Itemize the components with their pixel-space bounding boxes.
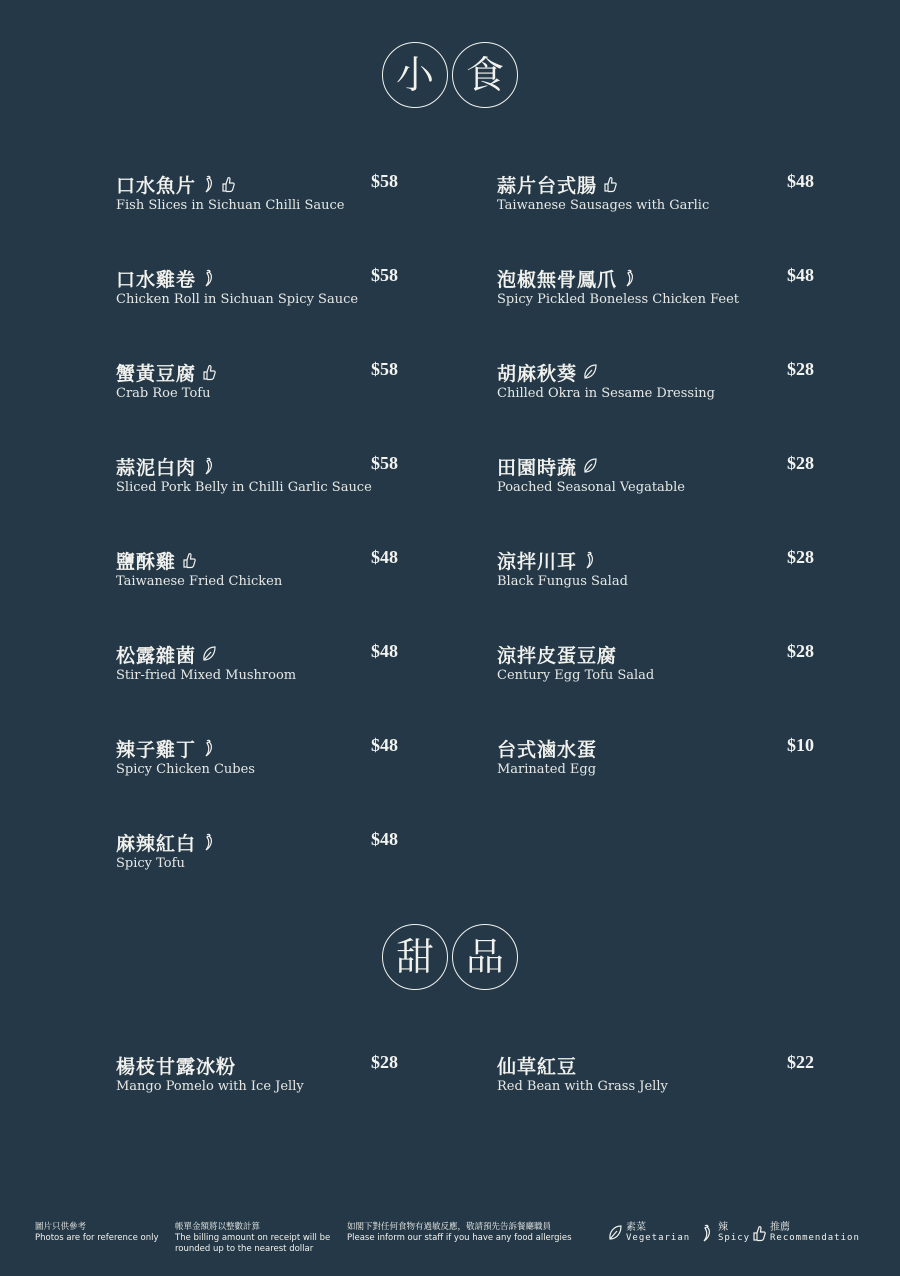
chilli-icon xyxy=(201,175,217,193)
footer-note-billing xyxy=(175,1222,330,1255)
menu-item-name-en: Spicy Tofu xyxy=(116,856,185,871)
menu-item-name-row xyxy=(116,359,406,385)
menu-item-name-en: Century Egg Tofu Salad xyxy=(497,668,655,683)
menu-item-name-zh: 涼拌皮蛋豆腐 xyxy=(497,644,618,667)
menu-item-name-en: Black Fungus Salad xyxy=(497,574,628,589)
menu-item-name-zh: 田園時蔬 xyxy=(497,456,578,479)
snacks-section-title xyxy=(0,42,900,108)
menu-item-price: $22 xyxy=(787,1052,814,1072)
menu-item-name-zh: 辣子雞丁 xyxy=(116,738,197,761)
menu-item xyxy=(497,453,814,503)
menu-item-name-en: Fish Slices in Sichuan Chilli Sauce xyxy=(116,198,345,213)
menu-item xyxy=(497,641,814,691)
menu-item xyxy=(116,1052,406,1102)
menu-item-price: $28 xyxy=(787,359,814,379)
menu-item-name-en: Taiwanese Fried Chicken xyxy=(116,574,283,589)
menu-item-name-zh: 口水雞卷 xyxy=(116,268,197,291)
menu-item xyxy=(116,547,406,597)
menu-item-name-en: Marinated Egg xyxy=(497,762,597,777)
menu-item-icons xyxy=(201,269,217,287)
chilli-icon xyxy=(201,833,217,851)
menu-item-name-row xyxy=(497,1052,787,1078)
menu-item-name-en: Spicy Chicken Cubes xyxy=(116,762,255,777)
chilli-icon xyxy=(699,1224,715,1242)
menu-item-name-zh: 胡麻秋葵 xyxy=(497,362,578,385)
legend-recommend-en: Recommendation xyxy=(770,1233,860,1243)
snacks-title-char-2: 食 xyxy=(452,42,518,108)
menu-item-name-row xyxy=(116,829,406,855)
menu-item-price: $48 xyxy=(371,829,398,849)
footer-note-allergy-zh: 如閣下對任何食物有過敏反應，敬請預先告訴餐廳職員 xyxy=(347,1222,552,1232)
menu-item-price: $48 xyxy=(371,735,398,755)
menu-item xyxy=(497,547,814,597)
menu-item-name-row xyxy=(497,453,787,479)
menu-item-name-row xyxy=(497,735,787,761)
menu-item xyxy=(116,641,406,691)
menu-item xyxy=(497,735,814,785)
menu-item-name-en: Taiwanese Sausages with Garlic xyxy=(497,198,710,213)
footer-note-billing-en-2: rounded up to the nearest dollar xyxy=(175,1244,314,1254)
chilli-icon xyxy=(201,269,217,287)
menu-item xyxy=(116,829,406,879)
menu-item xyxy=(497,359,814,409)
menu-item-name-row xyxy=(116,547,406,573)
menu-item-price: $48 xyxy=(787,265,814,285)
menu-item-price: $28 xyxy=(787,453,814,473)
snacks-left-column xyxy=(116,171,406,891)
menu-item xyxy=(497,1052,814,1102)
menu-item-name-en: Spicy Pickled Boneless Chicken Feet xyxy=(497,292,740,307)
menu-item-price: $48 xyxy=(787,171,814,191)
snacks-title-char-1: 小 xyxy=(382,42,448,108)
menu-item-name-zh: 泡椒無骨鳳爪 xyxy=(497,268,618,291)
chilli-icon xyxy=(201,739,217,757)
desserts-title-char-1: 甜 xyxy=(382,924,448,990)
menu-item-icons xyxy=(201,363,217,381)
legend-spicy xyxy=(699,1222,750,1244)
desserts-section-title xyxy=(0,924,900,990)
thumbs-up-icon xyxy=(201,363,217,381)
footer-note-allergy xyxy=(347,1222,572,1244)
menu-item-price: $58 xyxy=(371,171,398,191)
menu-item-name-zh: 蒜泥白肉 xyxy=(116,456,197,479)
menu-item-icons xyxy=(201,457,217,475)
menu-item-icons xyxy=(582,363,598,381)
menu-item-icons xyxy=(201,739,217,757)
menu-item-name-en: Stir-fried Mixed Mushroom xyxy=(116,668,297,683)
menu-item-name-en: Sliced Pork Belly in Chilli Garlic Sauce xyxy=(116,480,372,495)
menu-item-name-row xyxy=(497,359,787,385)
menu-item-name-row xyxy=(116,641,406,667)
menu-item-price: $58 xyxy=(371,359,398,379)
menu-item-price: $28 xyxy=(787,547,814,567)
vegetarian-icon xyxy=(607,1224,623,1242)
menu-item-name-row xyxy=(116,171,406,197)
footer-note-allergy-en: Please inform our staff if you have any food allergies xyxy=(347,1233,572,1243)
thumbs-up-icon xyxy=(751,1224,767,1242)
chilli-icon xyxy=(622,269,638,287)
footer-note-billing-zh: 帳單金額將以整數計算 xyxy=(175,1222,261,1232)
menu-item-icons xyxy=(201,645,217,663)
menu-item-icons xyxy=(582,551,598,569)
menu-item-name-en: Poached Seasonal Vegatable xyxy=(497,480,685,495)
menu-item-name-row xyxy=(497,641,787,667)
menu-item xyxy=(497,171,814,221)
menu-item-name-en: Crab Roe Tofu xyxy=(116,386,211,401)
menu-item-name-row xyxy=(116,453,406,479)
leaf-icon xyxy=(201,645,217,663)
menu-item-price: $28 xyxy=(371,1052,398,1072)
desserts-right-column xyxy=(497,1052,814,1102)
menu-item-name-zh: 松露雜菌 xyxy=(116,644,197,667)
menu-item-price: $48 xyxy=(371,641,398,661)
menu-item-name-en: Mango Pomelo with Ice Jelly xyxy=(116,1079,304,1094)
menu-item-name-row xyxy=(116,735,406,761)
menu-item-price: $10 xyxy=(787,735,814,755)
menu-item-icons xyxy=(201,175,236,193)
menu-item-name-zh: 口水魚片 xyxy=(116,174,197,197)
legend-spicy-zh: 辣 xyxy=(718,1222,728,1233)
footer xyxy=(35,1222,875,1262)
footer-note-photos-en: Photos are for reference only xyxy=(35,1233,159,1243)
legend-vegetarian-en: Vegetarian xyxy=(626,1233,691,1243)
thumbs-up-icon xyxy=(602,175,618,193)
menu-item-price: $48 xyxy=(371,547,398,567)
menu-item-name-zh: 蒜片台式腸 xyxy=(497,174,598,197)
footer-note-photos-zh: 圖片只供參考 xyxy=(35,1222,87,1232)
menu-item-price: $58 xyxy=(371,453,398,473)
menu-item-price: $58 xyxy=(371,265,398,285)
menu-item-name-row xyxy=(497,547,787,573)
menu-item-name-zh: 蟹黃豆腐 xyxy=(116,362,197,385)
desserts-title-char-2: 品 xyxy=(452,924,518,990)
menu-item xyxy=(116,453,406,503)
menu-item-name-zh: 鹽酥雞 xyxy=(116,550,177,573)
menu-item xyxy=(116,265,406,315)
menu-item xyxy=(116,735,406,785)
legend-spicy-en: Spicy xyxy=(718,1233,751,1243)
legend-recommend-zh: 推薦 xyxy=(770,1222,790,1233)
menu-item-name-zh: 涼拌川耳 xyxy=(497,550,578,573)
menu-item-icons xyxy=(602,175,618,193)
menu-item-name-zh: 楊枝甘露冰粉 xyxy=(116,1055,237,1078)
menu-item-name-row xyxy=(497,171,787,197)
menu-item xyxy=(116,359,406,409)
menu-item-name-zh: 麻辣紅白 xyxy=(116,832,197,855)
thumbs-up-icon xyxy=(220,175,236,193)
menu-item-name-row xyxy=(116,265,406,291)
thumbs-up-icon xyxy=(181,551,197,569)
menu-item-price: $28 xyxy=(787,641,814,661)
menu-item-icons xyxy=(201,833,217,851)
footer-note-photos xyxy=(35,1222,158,1244)
menu-item-name-en: Red Bean with Grass Jelly xyxy=(497,1079,668,1094)
leaf-icon xyxy=(582,363,598,381)
menu-item-name-row xyxy=(497,265,787,291)
menu-item-icons xyxy=(622,269,638,287)
snacks-right-column xyxy=(497,171,814,811)
legend-recommend xyxy=(751,1222,860,1244)
menu-item-name-zh: 台式滷水蛋 xyxy=(497,738,598,761)
legend-vegetarian xyxy=(607,1222,690,1244)
leaf-icon xyxy=(582,457,598,475)
menu-item-name-en: Chicken Roll in Sichuan Spicy Sauce xyxy=(116,292,359,307)
menu-item-name-en: Chilled Okra in Sesame Dressing xyxy=(497,386,715,401)
legend-vegetarian-zh: 素菜 xyxy=(626,1222,646,1233)
chilli-icon xyxy=(201,457,217,475)
desserts-left-column xyxy=(116,1052,406,1102)
menu-item-icons xyxy=(181,551,197,569)
menu-item-name-zh: 仙草紅豆 xyxy=(497,1055,578,1078)
menu-item xyxy=(116,171,406,221)
footer-note-billing-en-1: The billing amount on receipt will be xyxy=(175,1233,331,1243)
menu-item-icons xyxy=(582,457,598,475)
menu-item-name-row xyxy=(116,1052,406,1078)
chilli-icon xyxy=(582,551,598,569)
menu-item xyxy=(497,265,814,315)
